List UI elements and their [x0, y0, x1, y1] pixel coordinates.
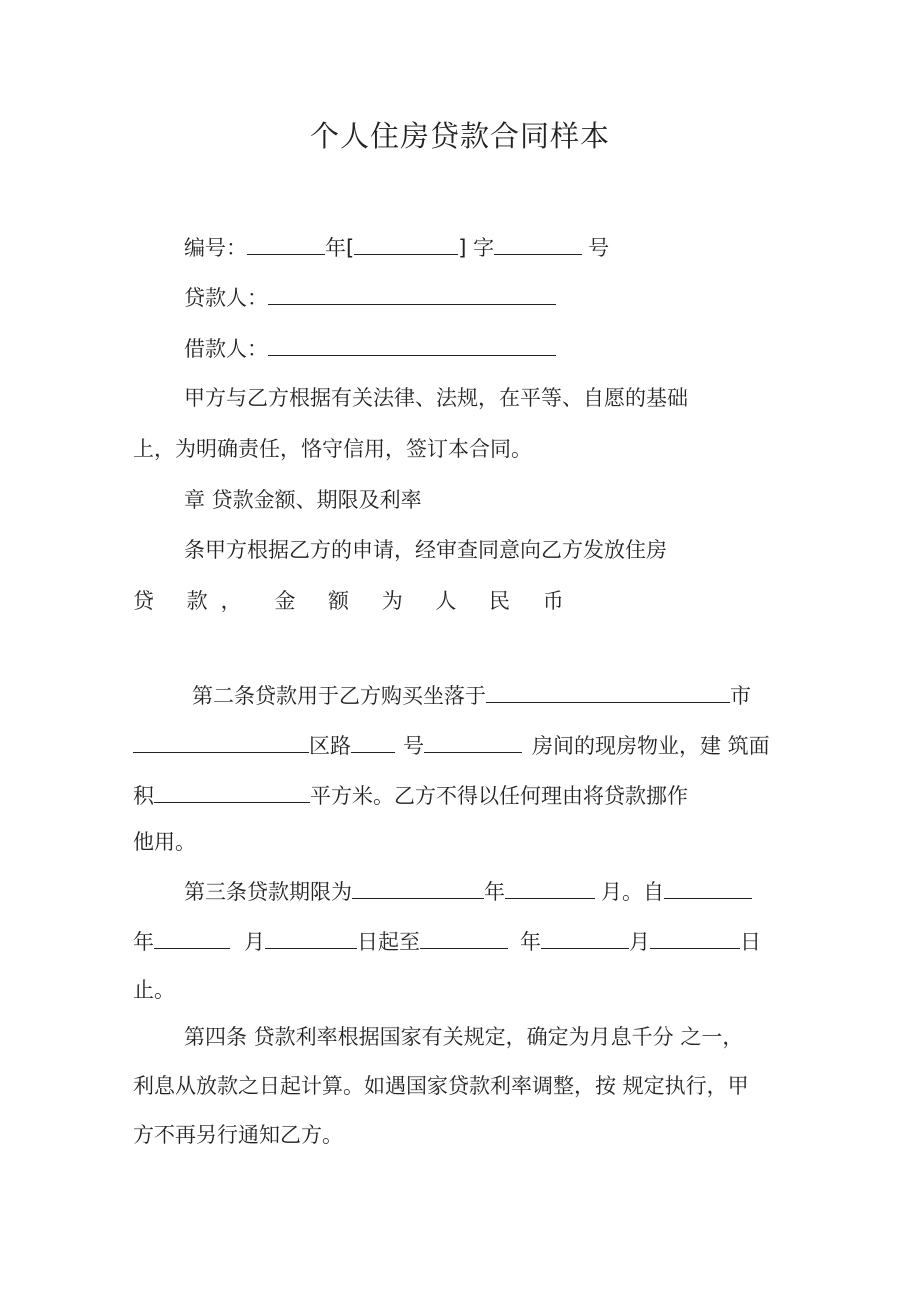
number-serial-blank: [494, 232, 582, 255]
clause3-month3: 月: [629, 930, 650, 954]
clause1-line-1: 条甲方根据乙方的申请，经审查同意向乙方发放住房: [184, 538, 667, 562]
lender-blank: [268, 282, 556, 305]
clause3-month-from: 月。自: [601, 880, 664, 904]
number-year-label: 年[: [325, 236, 355, 260]
contract-number-line: [184, 232, 609, 263]
clause2-district-road: 区路: [309, 734, 351, 758]
clause1-line-2: 贷 款， 金 额 为 人 民 币: [133, 589, 577, 613]
clause2-road-blank: [351, 730, 395, 753]
clause3-month2: 月: [244, 930, 265, 954]
clause2-district-blank: [133, 730, 309, 753]
clause4-line-2: 利息从放款之日起计算。如遇国家贷款利率调整，按 规定执行，甲: [133, 1074, 749, 1098]
chapter-heading: 章 贷款金额、期限及利率: [184, 488, 422, 512]
number-label: 编号：: [184, 236, 247, 260]
clause3-months-blank: [505, 876, 595, 899]
clause2-line-3: [133, 780, 688, 811]
borrower-label: 借款人：: [184, 337, 268, 361]
number-zi-label: ] 字: [458, 236, 495, 260]
clause3-end-day-blank: [650, 926, 740, 949]
clause3-years-blank: [352, 876, 484, 899]
clause3-year-label: 年: [484, 880, 505, 904]
number-year-blank: [247, 232, 325, 255]
intro-line-1: 甲方与乙方根据有关法律、法规，在平等、自愿的基础: [184, 386, 688, 410]
intro-line-2: 上，为明确责任，恪守信用，签订本合同。: [133, 437, 532, 461]
clause2-location-blank: [486, 680, 730, 703]
clause3-start-year-blank: [664, 876, 752, 899]
clause3-end-month-blank: [541, 926, 629, 949]
number-hao-label: 号: [588, 236, 610, 260]
clause2-line-2: [133, 730, 770, 761]
clause2-line-4: 他用。: [133, 830, 196, 854]
clause3-year3: 年: [520, 930, 541, 954]
lender-line: [184, 282, 556, 313]
clause4-line-3: 方不再另行通知乙方。: [133, 1123, 343, 1147]
clause2-number: 号: [403, 734, 424, 758]
clause2-intro: 第二条贷款用于乙方购买坐落于: [192, 684, 486, 708]
clause3-start-day-blank: [265, 926, 357, 949]
clause3-intro: 第三条贷款期限为: [184, 880, 352, 904]
clause3-end-year-blank: [420, 926, 508, 949]
clause2-city: 市: [730, 684, 751, 708]
clause2-room-text: 房间的现房物业，建 筑面: [532, 734, 770, 758]
clause2-line-1: [192, 680, 751, 711]
clause3-line-1: [184, 876, 752, 907]
clause3-day-from: 日起至: [357, 930, 420, 954]
clause2-area-suffix: 平方米。乙方不得以任何理由将贷款挪作: [310, 784, 688, 808]
clause2-area-prefix: 积: [133, 784, 154, 808]
clause2-room-blank: [424, 730, 522, 753]
lender-label: 贷款人：: [184, 286, 268, 310]
clause3-day-to: 日: [740, 930, 761, 954]
clause3-line-3: 止。: [133, 978, 175, 1002]
borrower-line: [184, 333, 556, 364]
number-code-blank: [354, 232, 458, 255]
clause3-start-month-blank: [154, 926, 230, 949]
clause3-year2: 年: [133, 930, 154, 954]
borrower-blank: [268, 333, 556, 356]
clause4-line-1: 第四条 贷款利率根据国家有关规定，确定为月息千分 之一，: [184, 1025, 744, 1049]
clause3-line-2: [133, 926, 761, 957]
page-title: 个人住房贷款合同样本: [309, 119, 610, 153]
clause2-area-blank: [154, 780, 310, 803]
